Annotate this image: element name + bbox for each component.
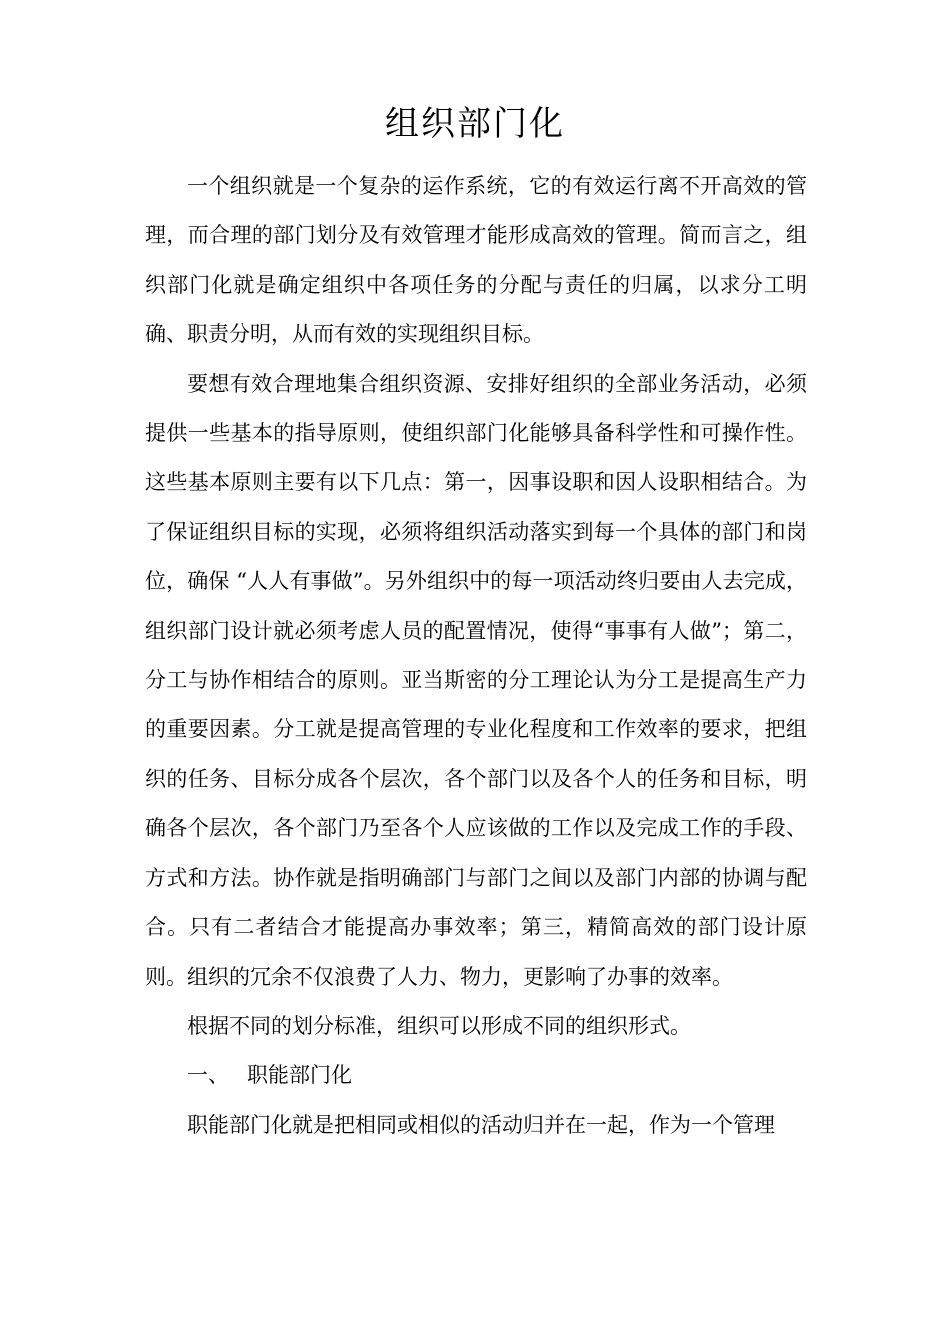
section-heading-text: 职能部门化	[247, 1063, 352, 1088]
document-body	[145, 162, 807, 1150]
document-title: 组织部门化	[385, 104, 565, 144]
paragraph-functional: 职能部门化就是把相同或相似的活动归并在一起，作为一个管理	[187, 1112, 775, 1137]
section-heading-number: 一、	[187, 1063, 229, 1088]
paragraph-principles: 要想有效合理地集合组织资源、安排好组织的全部业务活动，必须提供一些基本的指导原则，使组织部门化能够具备科学性和可操作性。这些基本原则主要有以下几点：第一，因事设职和因人设职相结合。为了保证组织目标的实现，必须将组织活动落实到每一个具体的部门和岗位，确保 “人人有事做”。另外组织中的每一项活动终归要由人去完成，组织部门设计就必须考虑人员的配置情况，使得“事事有人做”；第二，分工与协作相结合的原则。亚当斯密的分工理论认为分工是提高生产力的重要因素。分工就是提高管理的专业化程度和工作效率的要求，把组织的任务、目标分成各个层次，各个部门以及各个人的任务和目标，明确各个层次，各个部门乃至各个人应该做的工作以及完成工作的手段、方式和方法。协作就是指明确部门与部门之间以及部门内部的协调与配合。只有二者结合才能提高办事效率；第三，精简高效的部门设计原则。组织的冗余不仅浪费了人力、物力，更影响了办事的效率。	[145, 371, 807, 989]
paragraph-intro: 一个组织就是一个复杂的运作系统，它的有效运行离不开高效的管理，而合理的部门划分及有效管理才能形成高效的管理。简而言之，组织部门化就是确定组织中各项任务的分配与责任的归属，以求分工明确、职责分明，从而有效的实现组织目标。	[145, 174, 807, 347]
paragraph-forms: 根据不同的划分标准，组织可以形成不同的组织形式。	[187, 1013, 691, 1038]
section-heading	[145, 1051, 807, 1100]
